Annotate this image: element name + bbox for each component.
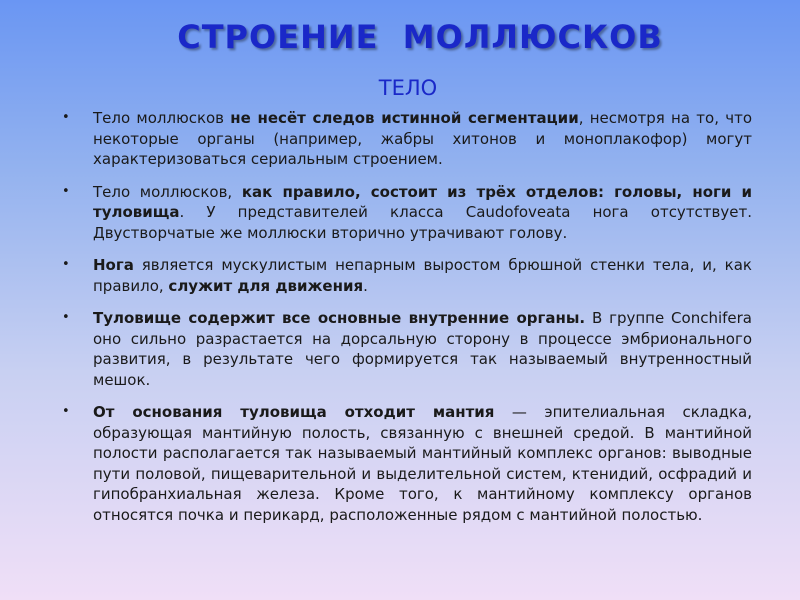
bullet-list [62, 108, 752, 537]
bullet-item [62, 308, 752, 390]
bullet-item [62, 402, 752, 525]
bullet-text-plain: . У представителей класса Caudofoveata нога отсутствует. Двустворчатые же моллюски вторично утрачивают голову. [93, 203, 752, 242]
bullet-text-plain: является мускулистым непарным выростом брюшной стенки тела, и, как правило, [93, 256, 752, 295]
bullet-text-plain: , несмотря на то, что некоторые органы (например, жабры хитонов и моноплакофор) могут характеризоваться сериальным строением. [93, 109, 752, 168]
slide-title: СТРОЕНИЕ МОЛЛЮСКОВ [177, 18, 663, 56]
bullet-dot-icon: • [62, 404, 70, 419]
bullet-item [62, 255, 752, 296]
bullet-dot-icon: • [62, 310, 70, 325]
bullet-text-bold: не несёт следов истинной сегментации [230, 109, 579, 127]
bullet-text-bold: служит для движения [168, 276, 364, 295]
bullet-text-plain: Тело моллюсков, [93, 182, 242, 201]
bullet-text-plain: — эпителиальная складка, образующая мантийную полость, связанную с внешней средой. В мантийной полости располагается так называемый мантийный комплекс органов: выводные пути половой, пищеварительной и выделительной систем, ктенидий, осфрадий и гипобранхиальная железа. Кроме того, к мантийному комплексу органов относятся почка и перикард, расположенные рядом с мантийной полостью. [93, 403, 752, 524]
bullet-text-bold: Нога [93, 256, 134, 274]
bullet-text-bold: От основания туловища отходит мантия [93, 403, 495, 421]
bullet-text-plain: В группе Conchifera оно сильно разрастается на дорсальную сторону в процессе эмбрионального развития, в результате чего формируется так называемый внутренностный мешок. [93, 309, 752, 389]
slide-subtitle: ТЕЛО [378, 76, 438, 100]
bullet-dot-icon: • [62, 110, 70, 125]
bullet-text-plain: . [363, 276, 368, 295]
bullet-text-bold: как правило, состоит из трёх отделов: головы, ноги и туловища [93, 182, 752, 221]
bullet-dot-icon: • [62, 183, 70, 199]
bullet-item [62, 182, 752, 244]
bullet-dot-icon: • [62, 257, 70, 272]
bullet-text-bold: Туловище содержит все основные внутренние органы. [93, 309, 586, 327]
bullet-item [62, 108, 752, 170]
bullet-text-plain: Тело моллюсков [93, 109, 231, 127]
